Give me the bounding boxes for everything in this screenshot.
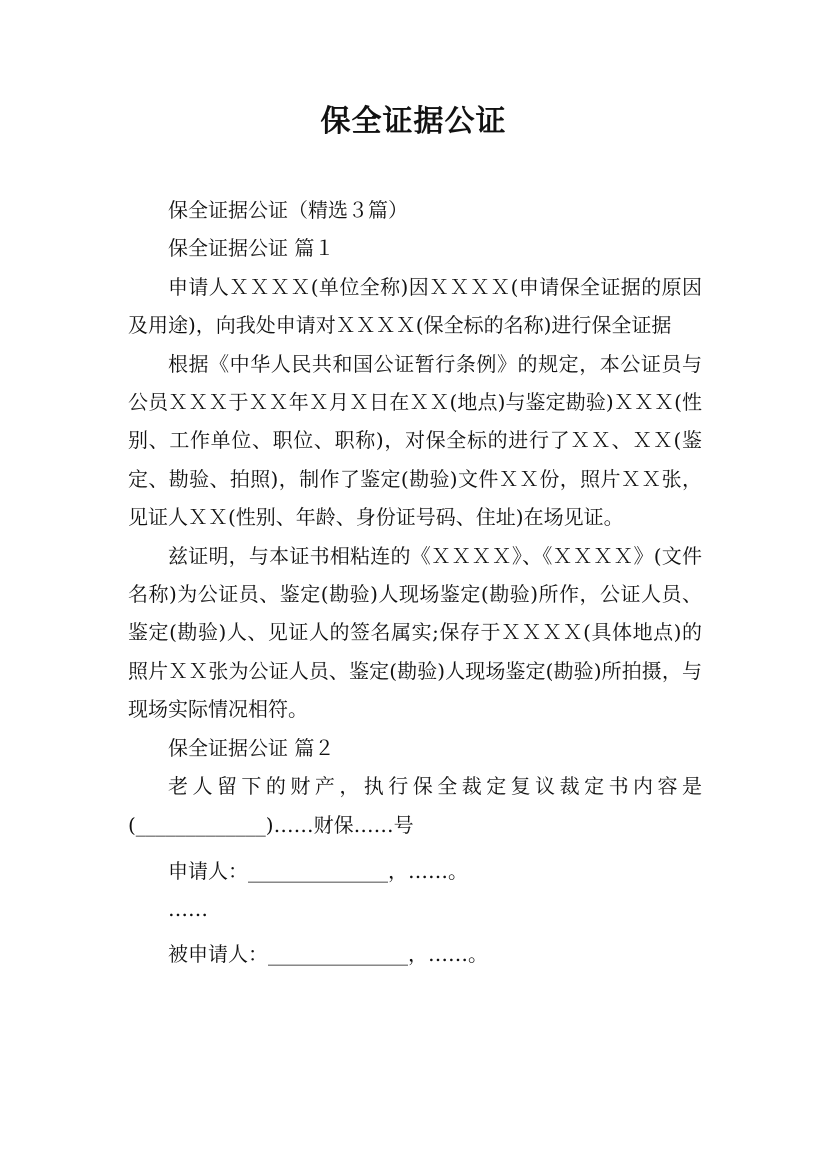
document-body bbox=[128, 191, 702, 973]
paragraph-ruling-content: 老人留下的财产，执行保全裁定复议裁定书内容是(_____________)……财保……号 bbox=[128, 774, 702, 837]
respondent-line: 被申请人：______________，……。 bbox=[168, 941, 488, 966]
applicant-line: 申请人：______________，……。 bbox=[168, 858, 468, 883]
spacer bbox=[128, 844, 702, 852]
section-heading-1: 保全证据公证 篇１ bbox=[168, 236, 335, 261]
collection-heading: 保全证据公证（精选３篇） bbox=[168, 198, 408, 222]
document-title: 保全证据公证 bbox=[320, 104, 507, 139]
paragraph-certification: 兹证明，与本证书相粘连的《ＸＸＸＸ》、《ＸＸＸＸ》(文件名称)为公证员、鉴定(勘验)人现场鉴定(勘验)所作，公证人员、鉴定(勘验)人、见证人的签名属实;保存于ＸＸＸＸ(具体地点)的照片ＸＸ张为公证人员、鉴定(勘验)人现场鉴定(勘验)所拍摄，与现场实际情况相符。 bbox=[128, 543, 702, 722]
paragraph-applicant-request: 申请人ＸＸＸＸ(单位全称)因ＸＸＸＸ(申请保全证据的原因及用途)，向我处申请对ＸＸＸＸ(保全标的名称)进行保全证据 bbox=[128, 274, 702, 338]
ellipsis-line: …… bbox=[168, 897, 208, 922]
section-heading-2: 保全证据公证 篇２ bbox=[168, 735, 335, 760]
paragraph-legal-basis: 根据《中华人民共和国公证暂行条例》的规定，本公证员与公员ＸＸＸ于ＸＸ年Ｘ月Ｘ日在ＸＸ(地点)与鉴定勘验)ＸＸＸ(性别、工作单位、职位、职称)，对保全标的进行了ＸＸ、ＸＸ(鉴定、勘验、拍照)，制作了鉴定(勘验)文件ＸＸ份，照片ＸＸ张，见证人ＸＸ(性别、年龄、身份证号码、住址)在场见证。 bbox=[128, 351, 702, 530]
